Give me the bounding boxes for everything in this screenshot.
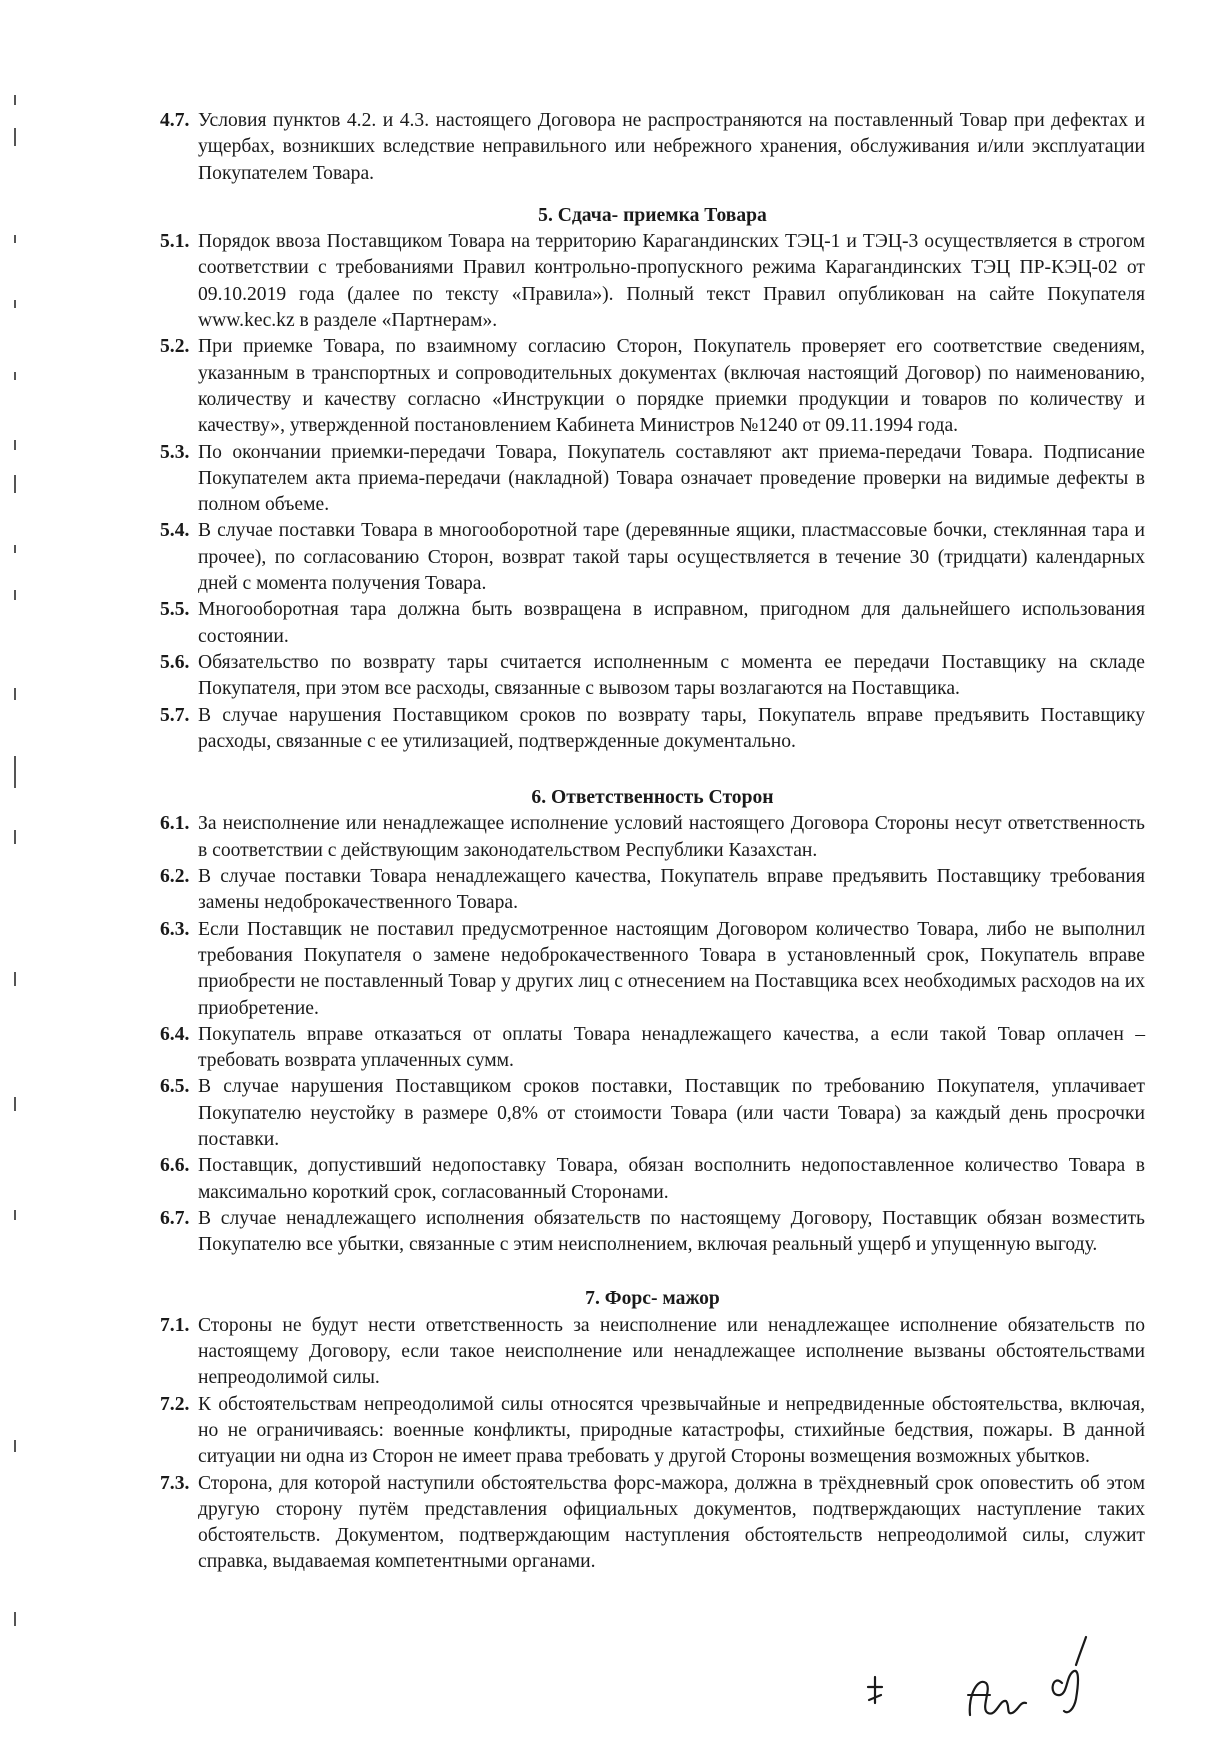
- clause-text: Поставщик, допустивший недопоставку Товара, обязан восполнить недопоставленное количество Товара в максимально короткий срок, согласованный Сторонами.: [198, 1155, 1145, 1203]
- clause-number: 6.7.: [160, 1207, 190, 1229]
- clause-text: В случае поставки Товара в многооборотной таре (деревянные ящики, пластмассовые бочки, стеклянная тара и прочее), по согласованию Сторон, возврат такой тары осуществляется в течение 30 (тридцати) календарных дней с момента получения Товара.: [198, 520, 1145, 595]
- clause-number: 5.4.: [160, 520, 190, 542]
- clause-text: В случае ненадлежащего исполнения обязательств по настоящему Договору, Поставщик обязан возместить Покупателю все убытки, связанные с этим неисполнением, включая реальный ущерб и упущенную выгоду.: [198, 1207, 1145, 1256]
- clause-6-4: [160, 1022, 1145, 1075]
- clause-text: В случае поставки Товара ненадлежащего качества, Покупатель вправе предъявить Поставщику требования замены недоброкачественного Товара.: [198, 866, 1145, 914]
- clause-text: Обязательство по возврату тары считается исполненным с момента ее передачи Поставщику на складе Покупателя, при этом все расходы, связанные с вывозом тары возлагаются на Поставщика.: [198, 651, 1145, 700]
- clause-text: К обстоятельствам непреодолимой силы относятся чрезвычайные и непредвиденные обстоятельства, включая, но не ограничиваясь: военные конфликты, природные катастрофы, стихийные бедствия, пожары. В данной ситуации ни одна из Сторон не имеет права требовать у другой Стороны возмещения возможных убытков.: [198, 1393, 1145, 1468]
- clause-7-2: [160, 1392, 1145, 1471]
- clause-number: 5.3.: [160, 441, 190, 463]
- clause-4-7: [160, 108, 1145, 187]
- clause-number: 6.5.: [160, 1076, 190, 1098]
- clause-6-6: [160, 1153, 1145, 1206]
- clause-5-5: [160, 597, 1145, 650]
- clause-5-3: [160, 440, 1145, 519]
- clause-text: При приемке Товара, по взаимному согласию Сторон, Покупатель проверяет его соответствие сведениям, указанным в транспортных и сопроводительных документах (включая настоящий Договор) по наименованию, количеству и качеству согласно «Инструкции о порядке приемки продукции и товаров по количеству и качеству», утвержденной постановлением Кабинета Министров №1240 от 09.11.1994 года.: [198, 336, 1145, 437]
- clause-number: 7.1.: [160, 1314, 190, 1336]
- clause-6-5: [160, 1074, 1145, 1153]
- clause-5-1: [160, 229, 1145, 334]
- clause-text: Стороны не будут нести ответственность за неисполнение или ненадлежащее исполнение обязательств по настоящему Договору, если такое неисполнение или ненадлежащее исполнение вызваны обстоятельствами непреодолимой силы.: [198, 1314, 1145, 1389]
- clause-number: 7.2.: [160, 1393, 190, 1415]
- clause-number: 6.4.: [160, 1023, 190, 1045]
- clause-5-2: [160, 334, 1145, 439]
- clause-7-3: [160, 1471, 1145, 1576]
- clause-text: В случае нарушения Поставщиком сроков по возврату тары, Покупатель вправе предъявить Поставщику расходы, связанные с ее утилизацией, подтвержденные документально.: [198, 704, 1145, 752]
- clause-text: В случае нарушения Поставщиком сроков поставки, Поставщик по требованию Покупателя, уплачивает Покупателю неустойку в размере 0,8% от стоимости Товара (или части Товара) за каждый день просрочки поставки.: [198, 1076, 1145, 1150]
- clause-text: Сторона, для которой наступили обстоятельства форс-мажора, должна в трёхдневный срок оповестить об этом другую сторону путём представления официальных документов, подтверждающих наступление таких обстоятельств. Документом, подтверждающим наступления обстоятельств непреодолимой силы, служит справка, выдаваемая компетентными органами.: [198, 1472, 1145, 1573]
- clause-6-3: [160, 917, 1145, 1022]
- clause-number: 5.1.: [160, 231, 190, 253]
- clause-6-7: [160, 1206, 1145, 1259]
- clause-number: 6.6.: [160, 1155, 190, 1177]
- document-body: [160, 108, 1145, 1576]
- clause-text: По окончании приемки-передачи Товара, Покупатель составляют акт приема-передачи Товара. Подписание Покупателем акта приема-передачи (накладной) Товара означает проведение проверки на видимые дефекты в полном объеме.: [198, 441, 1145, 516]
- clause-number: 6.1.: [160, 813, 190, 835]
- clause-5-6: [160, 650, 1145, 703]
- section-heading-7: 7. Форс- мажор: [585, 1288, 720, 1310]
- clause-number: 5.6.: [160, 651, 190, 673]
- clause-number: 4.7.: [160, 110, 190, 131]
- clause-text: Многооборотная тара должна быть возвращена в исправном, пригодном для дальнейшего использования состоянии.: [198, 599, 1145, 647]
- section-heading-6: 6. Ответственность Сторон: [531, 787, 774, 809]
- handwritten-initials-icon: [840, 1625, 1140, 1725]
- clause-number: 5.2.: [160, 336, 190, 358]
- clause-6-1: [160, 811, 1145, 864]
- clause-text: Порядок ввоза Поставщиком Товара на территорию Карагандинских ТЭЦ-1 и ТЭЦ-3 осуществляется в строгом соответствии с требованиями Правил контрольно-пропускного режима Карагандинских ТЭЦ ПР-КЭЦ-02 от 09.10.2019 года (далее по тексту «Правила»). Полный текст Правил опубликован на сайте Покупателя www.kec.kz в разделе «Партнерам».: [198, 231, 1145, 332]
- clause-number: 5.5.: [160, 599, 190, 621]
- clause-text: За неисполнение или ненадлежащее исполнение условий настоящего Договора Стороны несут ответственность в соответствии с действующим законодательством Республики Казахстан.: [198, 813, 1145, 861]
- clause-text: Если Поставщик не поставил предусмотренное настоящим Договором количество Товара, либо не выполнил требования Покупателя о замене недоброкачественного Товара в установленный срок, Покупатель вправе приобрести не поставленный Товар у других лиц с отнесением на Поставщика всех необходимых расходов на их приобретение.: [198, 918, 1145, 1019]
- clause-7-1: [160, 1313, 1145, 1392]
- clause-text: Покупатель вправе отказаться от оплаты Товара ненадлежащего качества, а если такой Товар оплачен – требовать возврата уплаченных сумм.: [198, 1023, 1145, 1072]
- section-heading-5: 5. Сдача- приемка Товара: [538, 204, 767, 226]
- scan-margin-marks: [0, 0, 30, 1738]
- clause-5-7: [160, 703, 1145, 756]
- clause-text: Условия пунктов 4.2. и 4.3. настоящего Договора не распространяются на поставленный Товар при дефектах и ущербах, возникших вследствие неправильного или небрежного хранения, обслуживания и/или эксплуатации Покупателем Товара.: [198, 110, 1145, 184]
- clause-number: 6.3.: [160, 918, 190, 940]
- signature-marks: [840, 1625, 1140, 1725]
- clause-number: 5.7.: [160, 704, 190, 726]
- clause-6-2: [160, 864, 1145, 917]
- clause-number: 7.3.: [160, 1472, 190, 1494]
- clause-number: 6.2.: [160, 866, 190, 888]
- clause-5-4: [160, 518, 1145, 597]
